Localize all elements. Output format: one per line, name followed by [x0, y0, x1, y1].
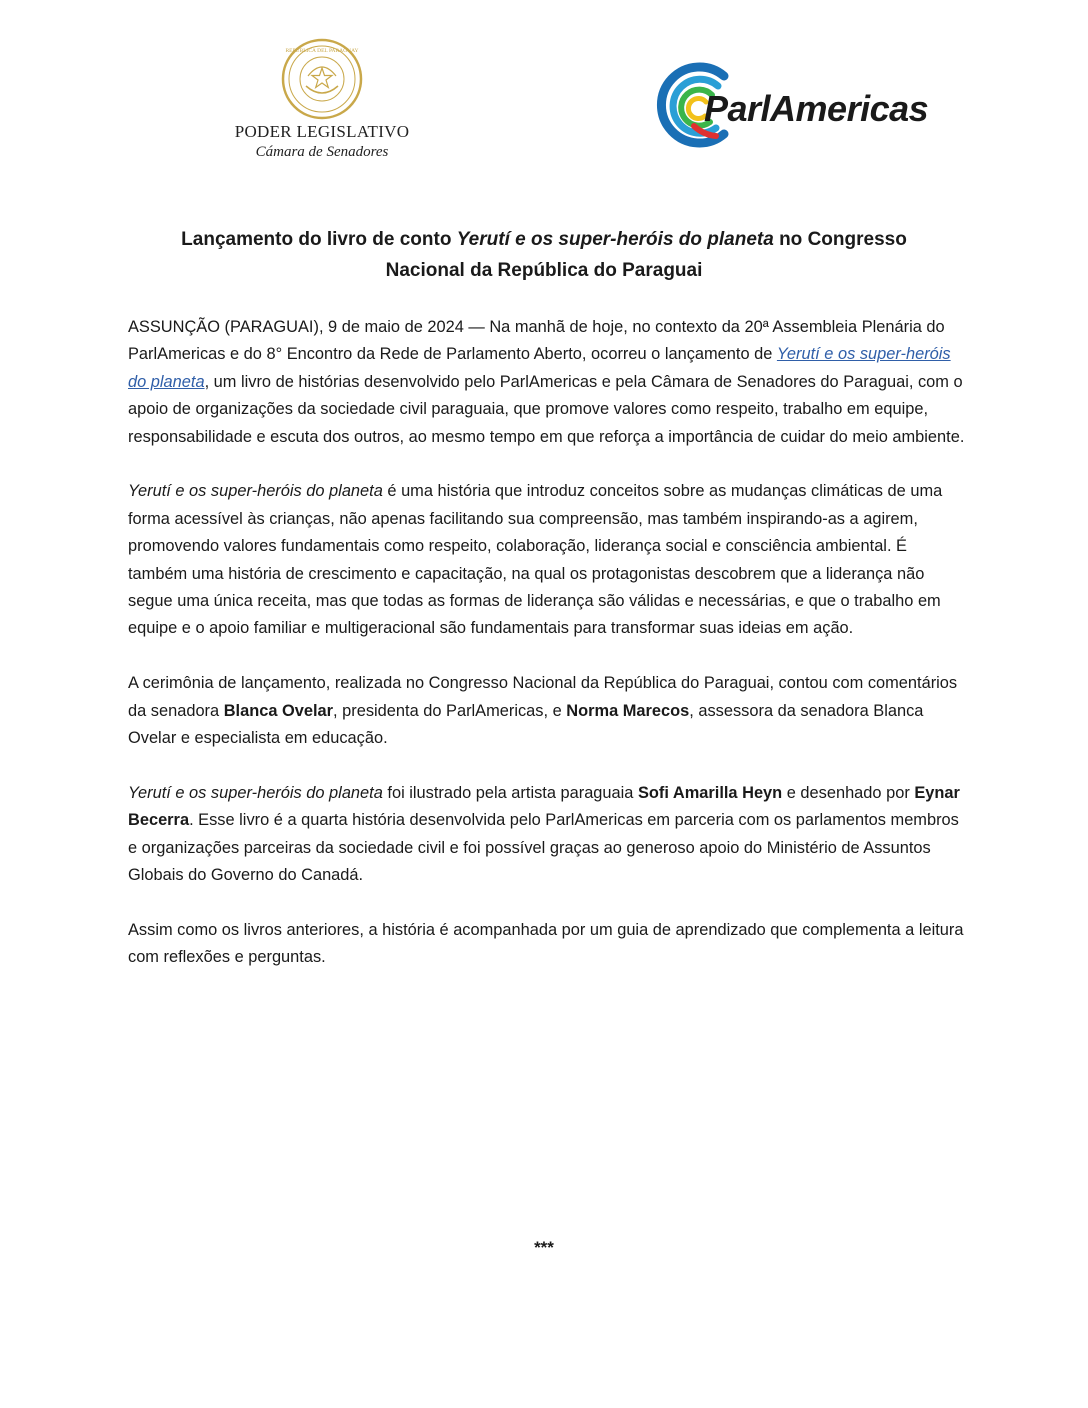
p3-text-c: , assessora da senadora Blanca Ovelar e especialista em educação. [128, 701, 924, 748]
p3-name-1: Blanca Ovelar [223, 701, 334, 720]
article-body [128, 314, 968, 999]
poder-legislativo-label: PODER LEGISLATIVO [234, 122, 410, 141]
book-link[interactable]: Yerutí e os super-heróis do planeta [128, 345, 951, 391]
paragraph-4 [128, 780, 968, 890]
p4-name-2: Eynar Becerra [128, 783, 960, 830]
title-part3: no Congresso [773, 229, 907, 250]
p4-text-c: . Esse livro é a quarta história desenvolvida pelo ParlAmericas em parceria com os parlamentos membros e organizações parceiras da sociedade civil e foi possível graças ao generoso apoio do Ministério de Assuntos Globais do Governo do Canadá. [128, 811, 959, 885]
p4-text-a: foi ilustrado pela artista paraguaia [382, 783, 638, 802]
p1-text-a: ASSUNÇÃO (PARAGUAI), 9 de maio de 2024 — Na manhã de hoje, no contexto da 20ª Assembleia Plenária do ParlAmericas e do 8° Encontro da Rede de Parlamento Aberto, ocorreu o lançamento de [128, 318, 945, 364]
p2-book-name: Yerutí e os super-heróis do planeta [128, 482, 383, 501]
camara-senadores-label: Cámara de Senadores [255, 144, 389, 160]
p4-book-name: Yerutí e os super-heróis do planeta [128, 783, 383, 802]
title-book-name: Yerutí e os super-heróis do planeta [456, 229, 774, 250]
parlamericas-wordmark: ParlAmericas [704, 88, 929, 129]
paragraph-1 [128, 314, 968, 451]
p3-text-a: A cerimônia de lançamento, realizada no Congresso Nacional da República do Paraguai, contou com comentários da senadora [128, 674, 958, 720]
paragraph-3 [128, 670, 968, 752]
paragraph-2 [128, 478, 968, 642]
seal-inscription: REPÚBLICA DEL PARAGUAY [285, 48, 359, 54]
p4-name-1: Sofi Amarilla Heyn [637, 783, 783, 802]
p4-text-b: e desenhado por [782, 783, 915, 802]
p1-text-b: , um livro de histórias desenvolvido pelo ParlAmericas e pela Câmara de Senadores do Paraguai, com o apoio de organizações da sociedade civil paraguaia, que promove valores como respeito, trabalho em equipe, responsabilidade e escuta dos outros, ao mesmo tempo em que reforça a importância de cuidar do meio ambiente. [128, 372, 965, 446]
end-separator: *** [534, 1238, 554, 1257]
parlamericas-logo [646, 62, 928, 148]
p3-text-b: , presidenta do ParlAmericas, e [333, 701, 567, 720]
poder-legislativo-header [232, 38, 412, 161]
title-part1: Lançamento do livro de conto [181, 229, 457, 250]
p5-text: Assim como os livros anteriores, a história é acompanhada por um guia de aprendizado que complementa a leitura com reflexões e perguntas. [128, 920, 964, 967]
page-title [128, 224, 960, 286]
paraguay-seal-icon [281, 38, 363, 120]
p2-text: é uma história que introduz conceitos sobre as mudanças climáticas de uma forma acessível às crianças, não apenas facilitando sua compreensão, mas também inspirando-as a agirem, promovendo valores fundamentais como respeito, colaboração, liderança social e consciência ambiental. É também uma história de crescimento e capacitação, na qual os protagonistas descobrem que a liderança não segue uma única receita, mas que todas as formas de liderança são válidas e necessárias, e que o trabalho em equipe e o apoio familiar e multigeracional são fundamentais para transformar suas ideias em ação. [128, 482, 943, 638]
title-line2: Nacional da República do Paraguai [385, 260, 703, 281]
p3-name-2: Norma Marecos [566, 701, 690, 720]
paragraph-5 [128, 917, 968, 972]
